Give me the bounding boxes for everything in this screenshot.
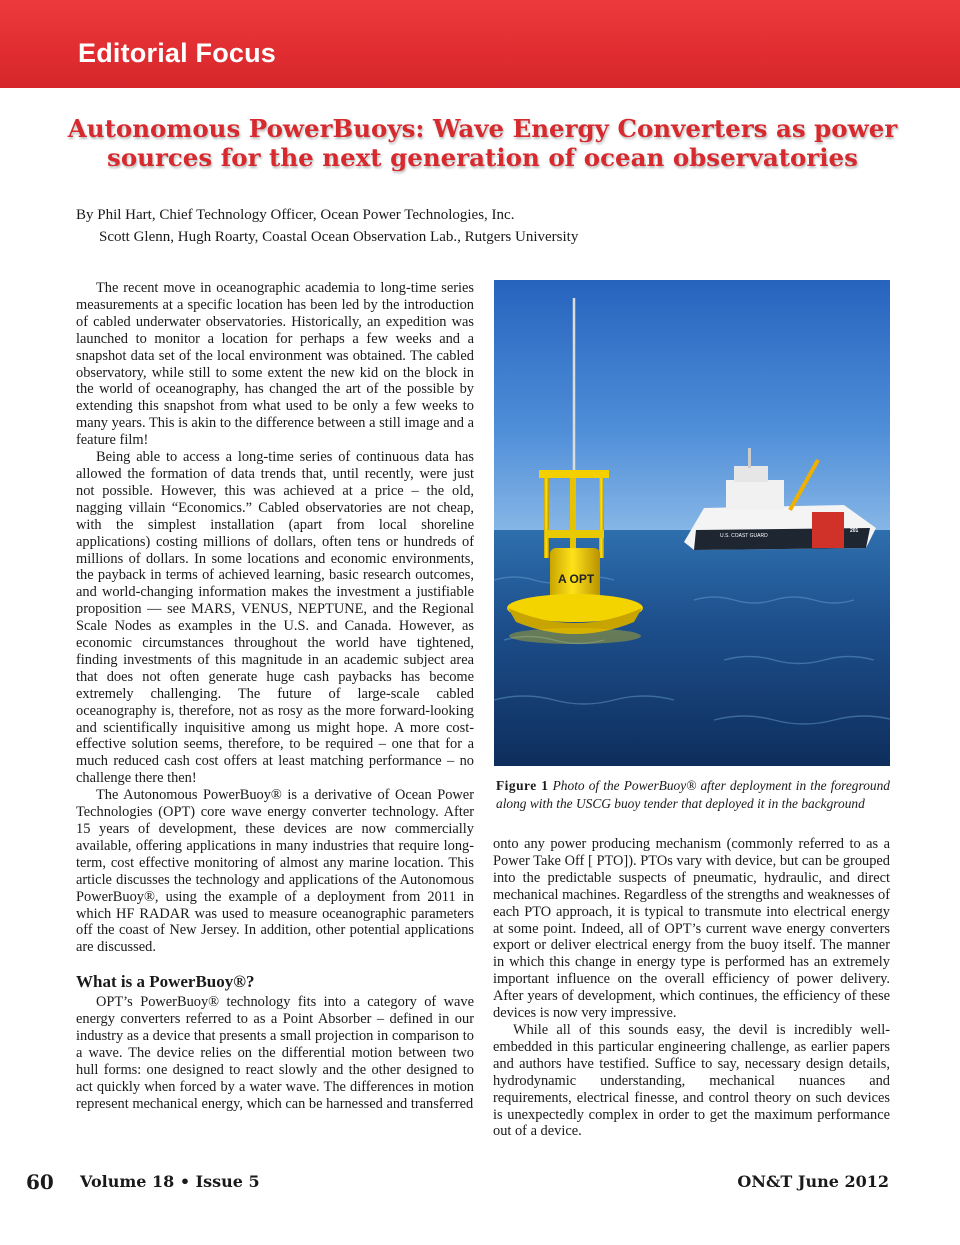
section-label: Editorial Focus bbox=[78, 38, 277, 68]
right-column bbox=[493, 836, 890, 1140]
byline-primary-author: By Phil Hart, Chief Technology Officer, Ocean Power Technologies, Inc. bbox=[76, 207, 515, 223]
byline bbox=[76, 204, 578, 248]
section-heading: What is a PowerBuoy®? bbox=[76, 972, 255, 992]
section-banner bbox=[0, 0, 960, 88]
svg-text:201: 201 bbox=[850, 528, 859, 534]
article-title bbox=[40, 114, 925, 172]
sky bbox=[494, 280, 890, 530]
page-footer bbox=[0, 1168, 960, 1198]
paragraph: Being able to access a long-time series of continuous data has allowed the formation of data trends that, until recently, were just not possible. However, this was achieved at a price – the old, nagging villain “Economics.” Cabled observatories are not cheap, with the simplest installation (apart from local shoreline applications) costing millions of dollars, often tens or hundreds of millions of dollars. In some locations and economic environments, the payback in terms of achieved learning, basic research outcomes, and world-changing information makes the investment a justifiable proposition — see MARS, VENUS, NEPTUNE, and the Regional Scale Nodes as examples in the U.S. and Canada. However, as economic circumstances throughout the world have tightened, finding investments of this magnitude in an academic subject area that does not often generate huge cash paybacks has become extremely challenging. The future of large-scale cabled oceanography is, therefore, not as rosy as the more forward-looking and scientifically inquisitive among us might hope. A more cost-effective solution seems, therefore, to be required – one that for a much reduced cash cost offers at least matching performance – no challenge there then! bbox=[76, 449, 474, 787]
paragraph: onto any power producing mechanism (commonly referred to as a Power Take Off [ PTO]). PTOs vary with device, but can be grouped into the predictable suspects of pneumatic, hydraulic, and direct mechanical machines. Regardless of the strengths and weaknesses of each PTO approach, it is typical to transmute into electrical energy at some point. Indeed, all of OPT’s current wave energy converters export or deliver electrical energy from the buoy itself. The manner in which this change in energy type is performed has an extremely important influence on the overall efficiency of power delivery. After years of development, which continues, the efficiency of these devices is now very impressive. bbox=[493, 836, 890, 1022]
left-column bbox=[76, 280, 474, 1113]
paragraph: OPT’s PowerBuoy® technology fits into a category of wave energy converters referred to as a Point Absorber – defined in our industry as a device that presents a small projection in comparison to a wave. The device relies on the differential motion between two hull forms: one designed to react slowly and the other designed to act quickly when forced by a water wave. The differences in motion represent mechanical energy, which can be harnessed and transferred bbox=[76, 994, 474, 1112]
figure-label: Figure 1 bbox=[496, 778, 549, 793]
page-number: 60 bbox=[26, 1170, 54, 1194]
title-line-2: sources for the next generation of ocean observatories bbox=[107, 143, 858, 172]
figure-caption bbox=[496, 777, 890, 812]
volume-issue: Volume 18 • Issue 5 bbox=[80, 1172, 260, 1191]
figure-photo bbox=[494, 280, 890, 766]
byline-co-authors: Scott Glenn, Hugh Roarty, Coastal Ocean Observation Lab., Rutgers University bbox=[99, 229, 579, 245]
svg-text:A OPT: A OPT bbox=[558, 572, 595, 586]
paragraph: The recent move in oceanographic academia to long-time series measurements at a specific location has been led by the introduction of cabled underwater observatories. Historically, an expedition was launched to monitor a location for perhaps a few weeks and a snapshot data set of the local environment was obtained. The cabled observatory, while still to some extent the new kid on the block in the world of oceanography, has changed the art of the possible by extending this snapshot from what used to be only a few weeks to many years. This is akin to the difference between a still image and a feature film! bbox=[76, 280, 474, 449]
figure-caption-text: Photo of the PowerBuoy® after deployment in the foreground along with the USCG buoy tender that deployed it in the background bbox=[496, 778, 890, 811]
publication-date: ON&T June 2012 bbox=[737, 1172, 889, 1191]
paragraph: While all of this sounds easy, the devil is incredibly well-embedded in this particular engineering challenge, as earlier papers and authors have testified. Suffice to say, necessary design details, hydrodynamic understanding, mechanical nuances and requirements, electrical finesse, and control theory on such devices is unexpectedly complex in order to get the maximum performance out of a device. bbox=[493, 1021, 890, 1140]
svg-text:U.S. COAST GUARD: U.S. COAST GUARD bbox=[720, 533, 768, 539]
paragraph: The Autonomous PowerBuoy® is a derivative of Ocean Power Technologies (OPT) core wave energy converter technology. After 15 years of development, these devices are now commercially available, offering applications in many industries that require long-term, cost effective monitoring of almost any marine location. This article discusses the technology and applications of the Autonomous PowerBuoy®, using the example of a deployment from 2011 in which HF RADAR was used to measure oceanographic parameters off the coast of New Jersey. In addition, other potential applications are discussed. bbox=[76, 787, 474, 956]
title-line-1: Autonomous PowerBuoys: Wave Energy Converters as power bbox=[67, 114, 898, 143]
